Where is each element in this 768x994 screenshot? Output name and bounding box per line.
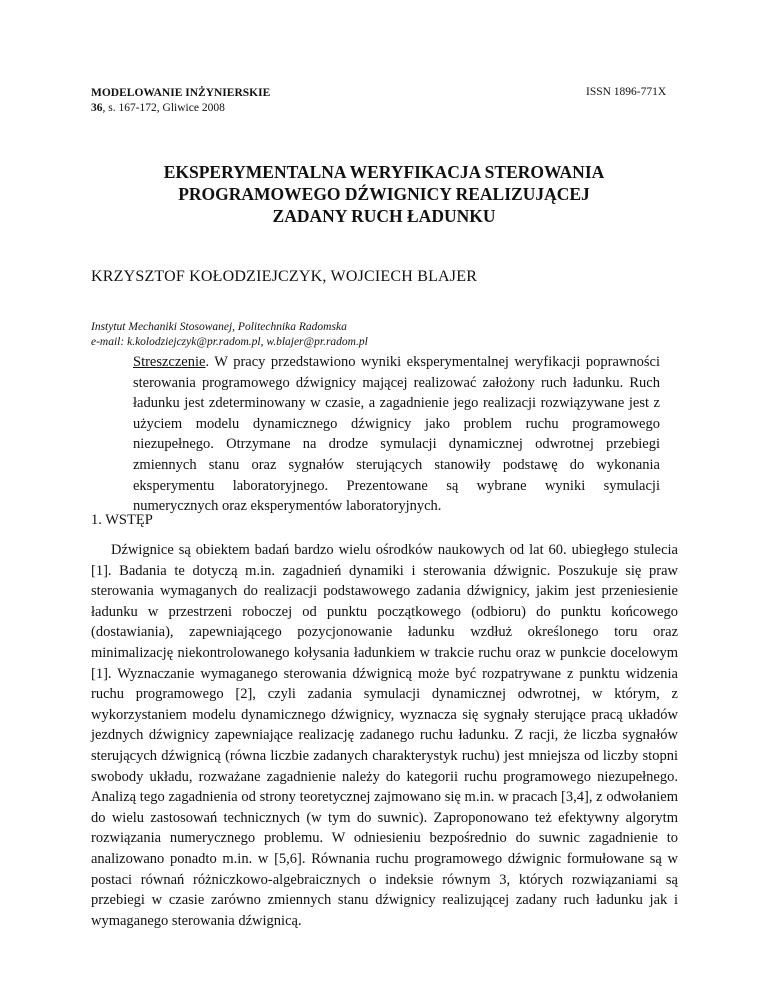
abstract-label: Streszczenie xyxy=(133,354,206,370)
journal-pages-place: , s. 167-172, Gliwice 2008 xyxy=(102,102,225,114)
section-paragraph: Dźwignice są obiektem badań bardzo wielu ośrodków naukowych od lat 60. ubiegłego stulecia [1]. Badania te dotyczą m.in. zagadnień dynamiki i sterowania dźwignic. Poszukuje się praw sterowania wymaganych do realizacji podstawowego zadania dźwignicy, jakim jest przeniesienie ładunku w przestrzeni roboczej od punktu początkowego (odbioru) do punktu końcowego (dostawiania), zapewniającego pozycjonowanie ładunku wzdłuż określonego toru oraz minimalizację niekontrolowanego kołysania ładunkiem w trakcie ruchu oraz w punkcie docelowym [1]. Wyznaczanie wymaganego sterowania dźwignicą może być rozpatrywane z punktu widzenia ruchu programowego [2], czyli zadania symulacji dynamicznej odwrotnej, w którym, z wykorzystaniem modelu dynamicznego dźwignicy, wyznacza się sygnały sterujące pracą układów jezdnych dźwignicy zapewniające realizację zadanego ruchu ładunku. Z racji, że liczba sygnałów sterujących dźwignicą (równa liczbie zadanych charakterystyk ruchu) jest mniejsza od liczby stopni swobody układu, rozważane zagadnienie należy do kategorii ruchu programowego niezupełnego. Analizą tego zagadnienia od strony teoretycznej zajmowano się m.in. w pracach [3,4], z odwołaniem do wielu zastosowań technicznych (w tym do suwnic). Zaproponowano też efektywny algorytm rozwiązania numerycznego problemu. W odniesieniu bezpośrednio do suwnic zagadnienie to analizowano ponadto m.in. w [5,6]. Równania ruchu programowego dźwignic formułowane są w postaci równań różniczkowo-algebraicznych o indeksie równym 3, których rozwiązaniami są przebiegi w czasie zarówno zmiennych stanu dźwignicy realizującej zadany ruch ładunku jak i wymaganego sterowania dźwignicą. xyxy=(91,542,678,929)
title-line: EKSPERYMENTALNA WERYFIKACJA STEROWANIA xyxy=(163,162,605,182)
journal-name: MODELOWANIE INŻYNIERSKIE xyxy=(91,87,271,99)
abstract xyxy=(133,352,660,517)
title-line: PROGRAMOWEGO DŹWIGNICY REALIZUJĄCEJ xyxy=(178,184,590,204)
journal-volume: 36 xyxy=(91,102,103,114)
issn: ISSN 1896-771X xyxy=(586,86,667,98)
email: e-mail: k.kolodziejczyk@pr.radom.pl, w.blajer@pr.radom.pl xyxy=(91,336,368,348)
section-heading: 1. WSTĘP xyxy=(91,512,153,528)
title-line: ZADANY RUCH ŁADUNKU xyxy=(272,206,496,226)
affiliation: Instytut Mechaniki Stosowanej, Politechnika Radomska xyxy=(91,321,347,333)
journal-header xyxy=(91,86,270,116)
authors: KRZYSZTOF KOŁODZIEJCZYK, WOJCIECH BLAJER xyxy=(91,268,478,285)
paper-title xyxy=(91,161,677,227)
affiliation-block xyxy=(91,320,368,350)
journal-volume-line xyxy=(91,101,270,116)
abstract-text: . W pracy przedstawiono wyniki eksperymentalnej weryfikacji poprawności sterowania programowego dźwignicy mającej realizować założony ruch ładunku. Ruch ładunku jest zdeterminowany w czasie, a zagadnienie jego realizacji rozwiązywane jest z użyciem modelu dynamicznego dźwignicy jako problem ruchu programowego niezupełnego. Otrzymane na drodze symulacji dynamicznej odwrotnej przebiegi zmiennych stanu oraz sygnałów sterujących stanowiły podstawę do wykonania eksperymentu laboratoryjnego. Prezentowane są wybrane wyniki symulacji numerycznych oraz eksperymentów laboratoryjnych. xyxy=(133,354,660,515)
